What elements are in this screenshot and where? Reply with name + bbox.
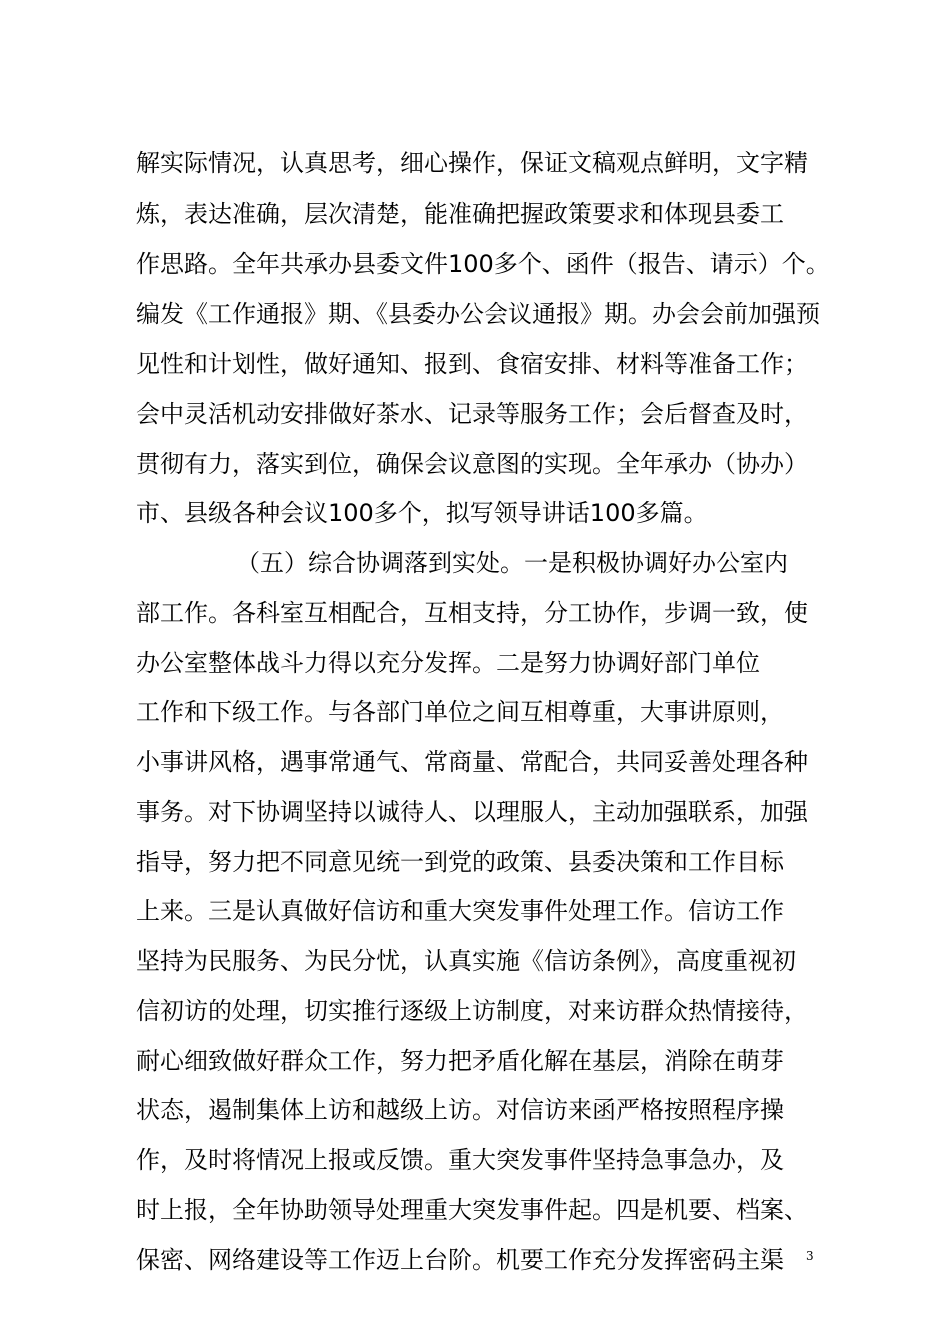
text-line: 会中灵活机动安排做好茶水、记录等服务工作；会后督查及时， [136,400,808,428]
text-line: 信初访的处理，切实推行逐级上访制度，对来访群众热情接待， [136,997,808,1025]
text-line: 坚持为民服务、为民分忧，认真实施《信访条例》，高度重视初 [136,947,796,975]
text-line: 工作和下级工作。与各部门单位之间互相尊重，大事讲原则， [136,698,784,726]
text-line: 耐心细致做好群众工作，努力把矛盾化解在基层，消除在萌芽 [136,1047,784,1075]
text-line: 见性和计划性，做好通知、报到、食宿安排、材料等准备工作； [136,350,808,378]
text-line: 市、县级各种会议100多个，拟写领导讲话100多篇。 [136,499,708,527]
text-line: 解实际情况，认真思考，细心操作，保证文稿观点鲜明，文字精 [136,149,808,177]
text-line: 事务。对下协调坚持以诚待人、以理服人，主动加强联系，加强 [136,798,808,826]
text-line: 作思路。全年共承办县委文件100多个、函件（报告、请示）个。 [136,250,830,278]
text-line: 办公室整体战斗力得以充分发挥。二是努力协调好部门单位 [136,649,760,677]
text-line: 编发《工作通报》期、《县委办公会议通报》期。办会会前加强预 [136,300,820,328]
text-line: 贯彻有力，落实到位，确保会议意图的实现。全年承办（协办） [136,450,808,478]
text-line: 作，及时将情况上报或反馈。重大突发事件坚持急事急办，及 [136,1146,784,1174]
page-number: 3 [806,1249,814,1263]
text-line: 时上报，全年协助领导处理重大突发事件起。四是机要、档案、 [136,1196,808,1224]
text-line: 小事讲风格，遇事常通气、常商量、常配合，共同妥善处理各种 [136,748,808,776]
text-line: 保密、网络建设等工作迈上台阶。机要工作充分发挥密码主渠 [136,1246,784,1274]
text-line: 状态，遏制集体上访和越级上访。对信访来函严格按照程序操 [136,1096,784,1124]
section-heading-line: （五）综合协调落到实处。一是积极协调好办公室内 [236,549,788,577]
text-line: 炼，表达准确，层次清楚，能准确把握政策要求和体现县委工 [136,200,784,228]
text-line: 指导，努力把不同意见统一到党的政策、县委决策和工作目标 [136,848,784,876]
text-line: 部工作。各科室互相配合，互相支持，分工协作，步调一致，使 [136,599,808,627]
text-line: 上来。三是认真做好信访和重大突发事件处理工作。信访工作 [136,897,784,925]
